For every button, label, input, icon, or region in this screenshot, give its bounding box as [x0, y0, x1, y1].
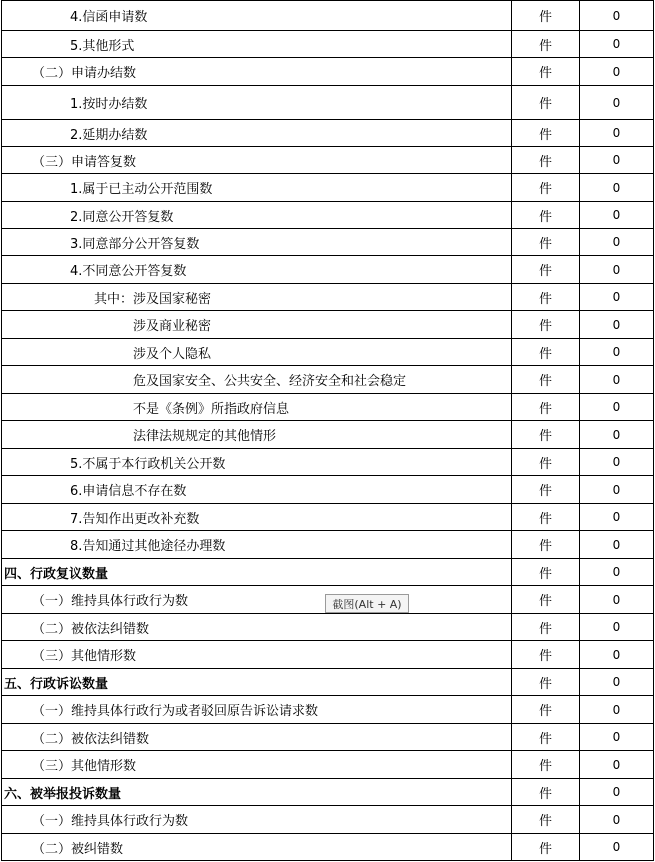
row-value: 0: [580, 449, 654, 476]
row-value: 0: [580, 779, 654, 806]
row-value: 0: [580, 394, 654, 421]
row-label: 涉及商业秘密: [2, 311, 512, 339]
row-value: 0: [580, 531, 654, 559]
table-row: [2, 174, 654, 202]
table-row: [2, 476, 654, 504]
row-unit: 件: [512, 834, 580, 861]
row-label: 其中：涉及国家秘密: [2, 284, 512, 311]
row-unit: 件: [512, 58, 580, 86]
row-value: 0: [580, 366, 654, 394]
table-row: [2, 806, 654, 834]
row-value: 0: [580, 669, 654, 696]
table-row: [2, 394, 654, 421]
row-unit: 件: [512, 284, 580, 311]
table-row: [2, 779, 654, 806]
row-value: 0: [580, 256, 654, 284]
table-row: [2, 31, 654, 58]
row-label: 涉及个人隐私: [2, 339, 512, 366]
row-value: 0: [580, 86, 654, 120]
row-label: 4.信函申请数: [2, 1, 512, 31]
row-unit: 件: [512, 421, 580, 449]
row-value: 0: [580, 58, 654, 86]
row-value: 0: [580, 174, 654, 202]
row-unit: 件: [512, 311, 580, 339]
table-row: [2, 339, 654, 366]
row-unit: 件: [512, 614, 580, 641]
row-label: 1.按时办结数: [2, 86, 512, 120]
row-unit: 件: [512, 339, 580, 366]
table-row: [2, 531, 654, 559]
row-label: 五、行政诉讼数量: [2, 669, 512, 696]
row-value: 0: [580, 476, 654, 504]
row-value: 0: [580, 147, 654, 174]
statistics-table: [1, 0, 654, 861]
row-label: （三）其他情形数: [2, 641, 512, 669]
row-value: 0: [580, 31, 654, 58]
row-label: 危及国家安全、公共安全、经济安全和社会稳定: [2, 366, 512, 394]
row-value: 0: [580, 229, 654, 256]
row-unit: 件: [512, 751, 580, 779]
row-value: 0: [580, 339, 654, 366]
row-label: （三）其他情形数: [2, 751, 512, 779]
table-row: [2, 559, 654, 586]
row-unit: 件: [512, 504, 580, 531]
row-unit: 件: [512, 669, 580, 696]
row-label: （二）被依法纠错数: [2, 614, 512, 641]
row-label: （一）维持具体行政行为数: [2, 806, 512, 834]
row-unit: 件: [512, 641, 580, 669]
row-label: 2.同意公开答复数: [2, 202, 512, 229]
table-row: [2, 202, 654, 229]
row-label: 8.告知通过其他途径办理数: [2, 531, 512, 559]
row-unit: 件: [512, 256, 580, 284]
table-row: [2, 696, 654, 724]
screenshot-tooltip: 截图(Alt + A): [325, 594, 409, 613]
table-row: [2, 751, 654, 779]
row-value: 0: [580, 1, 654, 31]
row-label: （一）维持具体行政行为或者驳回原告诉讼请求数: [2, 696, 512, 724]
row-label: （二）被依法纠错数: [2, 724, 512, 751]
row-label: 六、被举报投诉数量: [2, 779, 512, 806]
table-row: [2, 504, 654, 531]
row-value: 0: [580, 504, 654, 531]
row-value: 0: [580, 614, 654, 641]
row-unit: 件: [512, 559, 580, 586]
row-label: （一）维持具体行政行为数: [2, 586, 512, 614]
table-row: [2, 311, 654, 339]
row-unit: 件: [512, 366, 580, 394]
row-label: （三）申请答复数: [2, 147, 512, 174]
table-row: [2, 724, 654, 751]
table-row: [2, 641, 654, 669]
table-row: [2, 421, 654, 449]
table-row: [2, 120, 654, 147]
row-unit: 件: [512, 394, 580, 421]
row-unit: 件: [512, 120, 580, 147]
row-label: 四、行政复议数量: [2, 559, 512, 586]
table-row: [2, 147, 654, 174]
table-row: [2, 1, 654, 31]
row-unit: 件: [512, 724, 580, 751]
table-row: [2, 449, 654, 476]
row-label: 5.其他形式: [2, 31, 512, 58]
row-value: 0: [580, 284, 654, 311]
row-value: 0: [580, 120, 654, 147]
row-value: 0: [580, 806, 654, 834]
table-row: [2, 614, 654, 641]
row-label: 4.不同意公开答复数: [2, 256, 512, 284]
row-unit: 件: [512, 31, 580, 58]
row-unit: 件: [512, 696, 580, 724]
row-value: 0: [580, 559, 654, 586]
row-label: 1.属于已主动公开范围数: [2, 174, 512, 202]
table-row: [2, 284, 654, 311]
table-row: [2, 86, 654, 120]
row-label: 7.告知作出更改补充数: [2, 504, 512, 531]
row-label: 6.申请信息不存在数: [2, 476, 512, 504]
row-value: 0: [580, 834, 654, 861]
table-row: [2, 229, 654, 256]
row-unit: 件: [512, 86, 580, 120]
row-unit: 件: [512, 229, 580, 256]
row-value: 0: [580, 202, 654, 229]
row-unit: 件: [512, 174, 580, 202]
row-value: 0: [580, 641, 654, 669]
row-value: 0: [580, 696, 654, 724]
row-unit: 件: [512, 202, 580, 229]
row-value: 0: [580, 751, 654, 779]
row-label: （二）被纠错数: [2, 834, 512, 861]
row-unit: 件: [512, 586, 580, 614]
row-unit: 件: [512, 1, 580, 31]
table-row: [2, 256, 654, 284]
row-value: 0: [580, 586, 654, 614]
row-label: （二）申请办结数: [2, 58, 512, 86]
table-row: [2, 669, 654, 696]
row-label: 5.不属于本行政机关公开数: [2, 449, 512, 476]
table-row: [2, 58, 654, 86]
row-label: 不是《条例》所指政府信息: [2, 394, 512, 421]
row-unit: 件: [512, 147, 580, 174]
row-unit: 件: [512, 449, 580, 476]
row-unit: 件: [512, 779, 580, 806]
row-label: 3.同意部分公开答复数: [2, 229, 512, 256]
row-unit: 件: [512, 806, 580, 834]
row-value: 0: [580, 421, 654, 449]
row-unit: 件: [512, 476, 580, 504]
row-label: 法律法规规定的其他情形: [2, 421, 512, 449]
table-row: [2, 366, 654, 394]
row-value: 0: [580, 724, 654, 751]
row-label: 2.延期办结数: [2, 120, 512, 147]
row-unit: 件: [512, 531, 580, 559]
row-value: 0: [580, 311, 654, 339]
table-row: [2, 834, 654, 861]
